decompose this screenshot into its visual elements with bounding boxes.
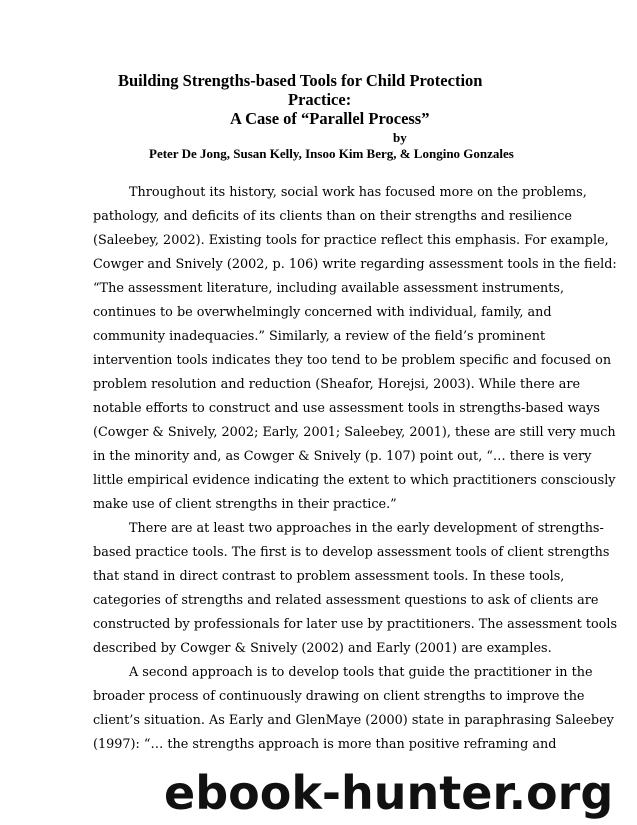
paragraph-line: problem resolution and reduction (Sheafor, Horejsi, 2003). While there are: [93, 377, 581, 392]
paragraph-line: constructed by professionals for later use by practitioners. The assessment tools: [93, 617, 618, 632]
paragraph-line: intervention tools indicates they too tend to be problem specific and focused on: [93, 353, 612, 368]
paragraph-line: (1997): “… the strengths approach is more than positive reframing and: [93, 737, 557, 752]
authors: Peter De Jong, Susan Kelly, Insoo Kim Berg, & Longino Gonzales: [149, 146, 514, 161]
paragraph-line: described by Cowger & Snively (2002) and Early (2001) are examples.: [93, 641, 552, 656]
title-line-2: Practice:: [288, 90, 352, 109]
paragraph-2: [93, 517, 618, 661]
title-line-1: Building Strengths-based Tools for Child Protection: [118, 71, 483, 90]
watermark-text: ebook-hunter.org: [164, 766, 614, 820]
paragraph-line: Cowger and Snively (2002, p. 106) write regarding assessment tools in the field:: [93, 257, 617, 272]
paragraph-line: A second approach is to develop tools that guide the practitioner in the: [129, 665, 593, 680]
paragraph-line: notable efforts to construct and use assessment tools in strengths-based ways: [93, 401, 600, 416]
paragraph-line: client’s situation. As Early and GlenMaye (2000) state in paraphrasing Saleebey: [93, 713, 614, 728]
document-body: [93, 181, 618, 757]
paragraph-line: community inadequacies.” Similarly, a review of the field’s prominent: [93, 329, 546, 344]
byline-by: by: [393, 130, 407, 145]
paragraph-line: based practice tools. The first is to develop assessment tools of client strengths: [93, 545, 610, 560]
paragraph-line: that stand in direct contrast to problem assessment tools. In these tools,: [93, 569, 565, 584]
paragraph-3: [93, 661, 614, 757]
paragraph-line: (Saleebey, 2002). Existing tools for practice reflect this emphasis. For example,: [93, 233, 609, 248]
paragraph-line: make use of client strengths in their practice.”: [93, 497, 397, 512]
paragraph-line: little empirical evidence indicating the extent to which practitioners consciously: [93, 473, 616, 488]
title-line-3: A Case of “Parallel Process”: [230, 109, 430, 128]
paragraph-line: in the minority and, as Cowger & Snively (p. 107) point out, “… there is very: [93, 449, 592, 464]
paragraph-line: Throughout its history, social work has focused more on the problems,: [129, 185, 587, 200]
paragraph-line: “The assessment literature, including available assessment instruments,: [93, 281, 565, 296]
paragraph-line: (Cowger & Snively, 2002; Early, 2001; Saleebey, 2001), these are still very much: [93, 425, 616, 440]
paragraph-line: categories of strengths and related assessment questions to ask of clients are: [93, 593, 599, 608]
paragraph-1: [93, 181, 617, 517]
paragraph-line: pathology, and deficits of its clients than on their strengths and resilience: [93, 209, 573, 224]
paragraph-line: continues to be overwhelmingly concerned with individual, family, and: [93, 305, 552, 320]
paragraph-line: broader process of continuously drawing on client strengths to improve the: [93, 689, 585, 704]
paragraph-line: There are at least two approaches in the early development of strengths-: [129, 521, 604, 536]
